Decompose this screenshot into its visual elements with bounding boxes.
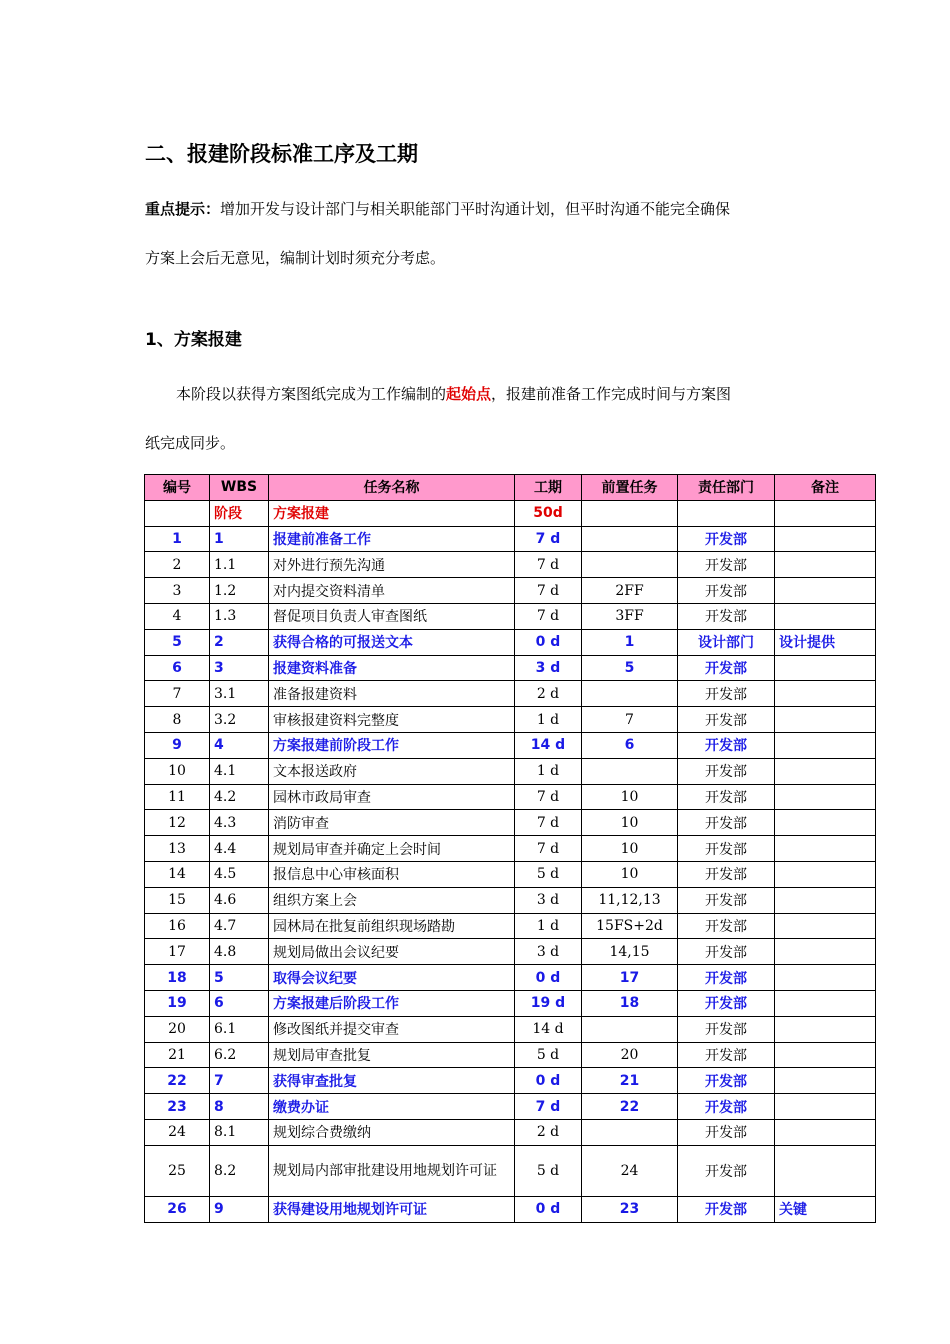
header-department: 责任部门 [678, 475, 775, 501]
cell-duration: 7 d [515, 836, 582, 862]
cell-predecessor: 10 [582, 784, 678, 810]
cell-task-name: 对内提交资料清单 [269, 578, 515, 604]
cell-duration: 1 d [515, 707, 582, 733]
cell-wbs: 1 [210, 526, 269, 552]
cell-department: 开发部 [678, 965, 775, 991]
table-row [145, 887, 876, 913]
table-row [145, 1196, 876, 1222]
cell-no: 20 [145, 1016, 210, 1042]
cell-department: 开发部 [678, 861, 775, 887]
cell-task-name: 报建前准备工作 [269, 526, 515, 552]
cell-duration: 7 d [515, 1094, 582, 1120]
table-row [145, 939, 876, 965]
cell-department: 开发部 [678, 578, 775, 604]
cell-task-name: 方案报建后阶段工作 [269, 990, 515, 1016]
cell-predecessor: 18 [582, 990, 678, 1016]
cell-wbs: 阶段 [210, 500, 269, 526]
cell-duration: 14 d [515, 732, 582, 758]
cell-note [775, 552, 876, 578]
cell-wbs: 4.4 [210, 836, 269, 862]
cell-task-name: 报信息中心审核面积 [269, 861, 515, 887]
cell-no: 25 [145, 1145, 210, 1196]
cell-wbs: 7 [210, 1068, 269, 1094]
table-row [145, 655, 876, 681]
cell-task-name: 准备报建资料 [269, 681, 515, 707]
cell-task-name: 审核报建资料完整度 [269, 707, 515, 733]
table-row [145, 603, 876, 629]
cell-wbs: 8 [210, 1094, 269, 1120]
cell-wbs: 8.1 [210, 1119, 269, 1145]
table-row [145, 1145, 876, 1196]
cell-wbs: 4.3 [210, 810, 269, 836]
subsection-title: 1、方案报建 [145, 330, 242, 350]
cell-task-name: 获得建设用地规划许可证 [269, 1196, 515, 1222]
cell-no: 7 [145, 681, 210, 707]
cell-note [775, 1016, 876, 1042]
cell-department: 开发部 [678, 732, 775, 758]
wbs-table [144, 474, 876, 1223]
cell-wbs: 6.2 [210, 1042, 269, 1068]
cell-predecessor [582, 500, 678, 526]
table-row [145, 1094, 876, 1120]
cell-wbs: 3.2 [210, 707, 269, 733]
cell-wbs: 5 [210, 965, 269, 991]
cell-predecessor: 5 [582, 655, 678, 681]
cell-predecessor [582, 526, 678, 552]
cell-wbs: 4.2 [210, 784, 269, 810]
cell-no: 14 [145, 861, 210, 887]
table-row [145, 758, 876, 784]
cell-no: 13 [145, 836, 210, 862]
tip-paragraph [145, 199, 730, 219]
table-row [145, 526, 876, 552]
cell-duration: 14 d [515, 1016, 582, 1042]
cell-predecessor: 17 [582, 965, 678, 991]
cell-duration: 7 d [515, 526, 582, 552]
cell-duration: 3 d [515, 887, 582, 913]
table-body [145, 500, 876, 1222]
tip-text-line1: 增加开发与设计部门与相关职能部门平时沟通计划，但平时沟通不能完全确保 [220, 200, 731, 218]
table-row [145, 578, 876, 604]
cell-department: 开发部 [678, 552, 775, 578]
cell-department: 开发部 [678, 1016, 775, 1042]
table-row [145, 681, 876, 707]
cell-wbs: 9 [210, 1196, 269, 1222]
cell-no: 16 [145, 913, 210, 939]
cell-predecessor: 10 [582, 861, 678, 887]
cell-no: 11 [145, 784, 210, 810]
cell-duration: 3 d [515, 655, 582, 681]
cell-duration: 1 d [515, 913, 582, 939]
cell-department: 开发部 [678, 990, 775, 1016]
cell-predecessor [582, 1119, 678, 1145]
cell-department: 开发部 [678, 1042, 775, 1068]
cell-no: 5 [145, 629, 210, 655]
cell-duration: 0 d [515, 629, 582, 655]
cell-task-name: 获得审查批复 [269, 1068, 515, 1094]
cell-task-name: 获得合格的可报送文本 [269, 629, 515, 655]
cell-department: 开发部 [678, 1119, 775, 1145]
cell-department: 设计部门 [678, 629, 775, 655]
cell-note [775, 939, 876, 965]
table-row [145, 965, 876, 991]
cell-task-name: 修改图纸并提交审查 [269, 1016, 515, 1042]
table-row [145, 500, 876, 526]
cell-predecessor: 14,15 [582, 939, 678, 965]
cell-department: 开发部 [678, 939, 775, 965]
cell-note [775, 1145, 876, 1196]
cell-task-name: 园林市政局审查 [269, 784, 515, 810]
cell-wbs: 3 [210, 655, 269, 681]
cell-wbs: 1.2 [210, 578, 269, 604]
cell-note [775, 758, 876, 784]
cell-predecessor: 22 [582, 1094, 678, 1120]
cell-predecessor: 2FF [582, 578, 678, 604]
cell-note [775, 836, 876, 862]
cell-department: 开发部 [678, 1094, 775, 1120]
cell-task-name: 规划综合费缴纳 [269, 1119, 515, 1145]
cell-duration: 2 d [515, 1119, 582, 1145]
header-no: 编号 [145, 475, 210, 501]
cell-no: 4 [145, 603, 210, 629]
cell-predecessor: 15FS+2d [582, 913, 678, 939]
cell-duration: 50d [515, 500, 582, 526]
cell-department: 开发部 [678, 810, 775, 836]
cell-department: 开发部 [678, 1145, 775, 1196]
table-row [145, 861, 876, 887]
cell-predecessor: 20 [582, 1042, 678, 1068]
cell-department [678, 500, 775, 526]
cell-note: 关键 [775, 1196, 876, 1222]
cell-task-name: 规划局审查并确定上会时间 [269, 836, 515, 862]
cell-predecessor [582, 1016, 678, 1042]
table-row [145, 810, 876, 836]
intro-highlight: 起始点 [446, 385, 492, 403]
cell-duration: 2 d [515, 681, 582, 707]
cell-no: 19 [145, 990, 210, 1016]
table-row [145, 732, 876, 758]
cell-note: 设计提供 [775, 629, 876, 655]
cell-note [775, 578, 876, 604]
cell-duration: 19 d [515, 990, 582, 1016]
cell-department: 开发部 [678, 1196, 775, 1222]
cell-task-name: 报建资料准备 [269, 655, 515, 681]
cell-duration: 7 d [515, 578, 582, 604]
table-row [145, 836, 876, 862]
cell-duration: 5 d [515, 861, 582, 887]
cell-no: 15 [145, 887, 210, 913]
cell-task-name: 规划局做出会议纪要 [269, 939, 515, 965]
cell-predecessor: 10 [582, 810, 678, 836]
cell-department: 开发部 [678, 836, 775, 862]
section-title: 二、报建阶段标准工序及工期 [145, 142, 418, 166]
cell-predecessor: 24 [582, 1145, 678, 1196]
cell-predecessor [582, 681, 678, 707]
cell-predecessor: 7 [582, 707, 678, 733]
cell-note [775, 887, 876, 913]
cell-task-name: 规划局审查批复 [269, 1042, 515, 1068]
table-header-row [145, 475, 876, 501]
cell-wbs: 6.1 [210, 1016, 269, 1042]
cell-predecessor [582, 758, 678, 784]
cell-predecessor: 6 [582, 732, 678, 758]
cell-wbs: 1.3 [210, 603, 269, 629]
cell-wbs: 4.7 [210, 913, 269, 939]
header-predecessor: 前置任务 [582, 475, 678, 501]
intro-before: 本阶段以获得方案图纸完成为工作编制的 [176, 385, 447, 403]
cell-duration: 0 d [515, 1196, 582, 1222]
cell-note [775, 913, 876, 939]
cell-note [775, 732, 876, 758]
cell-wbs: 4.5 [210, 861, 269, 887]
cell-note [775, 784, 876, 810]
cell-no: 17 [145, 939, 210, 965]
cell-no: 8 [145, 707, 210, 733]
cell-note [775, 707, 876, 733]
cell-department: 开发部 [678, 913, 775, 939]
cell-predecessor [582, 552, 678, 578]
cell-note [775, 681, 876, 707]
cell-no: 18 [145, 965, 210, 991]
cell-predecessor: 3FF [582, 603, 678, 629]
cell-note [775, 526, 876, 552]
cell-no: 12 [145, 810, 210, 836]
table-row [145, 707, 876, 733]
cell-task-name: 方案报建 [269, 500, 515, 526]
cell-wbs: 4 [210, 732, 269, 758]
table-row [145, 913, 876, 939]
table-row [145, 1016, 876, 1042]
cell-predecessor: 23 [582, 1196, 678, 1222]
cell-note [775, 500, 876, 526]
cell-task-name: 组织方案上会 [269, 887, 515, 913]
cell-note [775, 965, 876, 991]
cell-no: 26 [145, 1196, 210, 1222]
cell-predecessor: 1 [582, 629, 678, 655]
header-task-name: 任务名称 [269, 475, 515, 501]
table-row [145, 784, 876, 810]
cell-no [145, 500, 210, 526]
cell-no: 2 [145, 552, 210, 578]
cell-wbs: 8.2 [210, 1145, 269, 1196]
cell-no: 9 [145, 732, 210, 758]
cell-duration: 7 d [515, 784, 582, 810]
cell-wbs: 1.1 [210, 552, 269, 578]
header-wbs: WBS [210, 475, 269, 501]
header-duration: 工期 [515, 475, 582, 501]
cell-note [775, 1042, 876, 1068]
cell-no: 1 [145, 526, 210, 552]
cell-department: 开发部 [678, 655, 775, 681]
cell-no: 23 [145, 1094, 210, 1120]
table-row [145, 1068, 876, 1094]
cell-duration: 7 d [515, 603, 582, 629]
cell-department: 开发部 [678, 758, 775, 784]
cell-department: 开发部 [678, 681, 775, 707]
cell-duration: 0 d [515, 965, 582, 991]
cell-duration: 0 d [515, 1068, 582, 1094]
cell-duration: 7 d [515, 810, 582, 836]
cell-task-name: 督促项目负责人审查图纸 [269, 603, 515, 629]
tip-text-line2: 方案上会后无意见，编制计划时须充分考虑。 [145, 249, 446, 267]
cell-note [775, 603, 876, 629]
cell-wbs: 6 [210, 990, 269, 1016]
cell-department: 开发部 [678, 1068, 775, 1094]
intro-after: ，报建前准备工作完成时间与方案图 [491, 385, 732, 403]
table-row [145, 1042, 876, 1068]
cell-duration: 7 d [515, 552, 582, 578]
cell-predecessor: 21 [582, 1068, 678, 1094]
intro-paragraph [176, 384, 731, 404]
intro-line2: 纸完成同步。 [145, 434, 236, 452]
table-row [145, 552, 876, 578]
table-row [145, 990, 876, 1016]
cell-task-name: 规划局内部审批建设用地规划许可证 [269, 1145, 515, 1196]
cell-department: 开发部 [678, 887, 775, 913]
cell-no: 10 [145, 758, 210, 784]
cell-duration: 5 d [515, 1145, 582, 1196]
cell-wbs: 4.6 [210, 887, 269, 913]
cell-task-name: 缴费办证 [269, 1094, 515, 1120]
tip-label: 重点提示： [145, 200, 221, 218]
cell-task-name: 文本报送政府 [269, 758, 515, 784]
cell-no: 24 [145, 1119, 210, 1145]
cell-no: 22 [145, 1068, 210, 1094]
cell-predecessor: 10 [582, 836, 678, 862]
cell-duration: 3 d [515, 939, 582, 965]
cell-task-name: 园林局在批复前组织现场踏勘 [269, 913, 515, 939]
cell-note [775, 1119, 876, 1145]
cell-task-name: 方案报建前阶段工作 [269, 732, 515, 758]
cell-note [775, 1068, 876, 1094]
cell-wbs: 4.8 [210, 939, 269, 965]
cell-department: 开发部 [678, 784, 775, 810]
table-row [145, 629, 876, 655]
cell-task-name: 对外进行预先沟通 [269, 552, 515, 578]
cell-no: 21 [145, 1042, 210, 1068]
cell-note [775, 1094, 876, 1120]
cell-no: 6 [145, 655, 210, 681]
cell-note [775, 655, 876, 681]
cell-wbs: 4.1 [210, 758, 269, 784]
cell-department: 开发部 [678, 603, 775, 629]
cell-task-name: 消防审查 [269, 810, 515, 836]
cell-note [775, 861, 876, 887]
cell-duration: 1 d [515, 758, 582, 784]
cell-note [775, 810, 876, 836]
cell-duration: 5 d [515, 1042, 582, 1068]
cell-task-name: 取得会议纪要 [269, 965, 515, 991]
cell-department: 开发部 [678, 707, 775, 733]
cell-predecessor: 11,12,13 [582, 887, 678, 913]
cell-no: 3 [145, 578, 210, 604]
cell-wbs: 2 [210, 629, 269, 655]
cell-department: 开发部 [678, 526, 775, 552]
cell-note [775, 990, 876, 1016]
cell-wbs: 3.1 [210, 681, 269, 707]
header-note: 备注 [775, 475, 876, 501]
table-row [145, 1119, 876, 1145]
